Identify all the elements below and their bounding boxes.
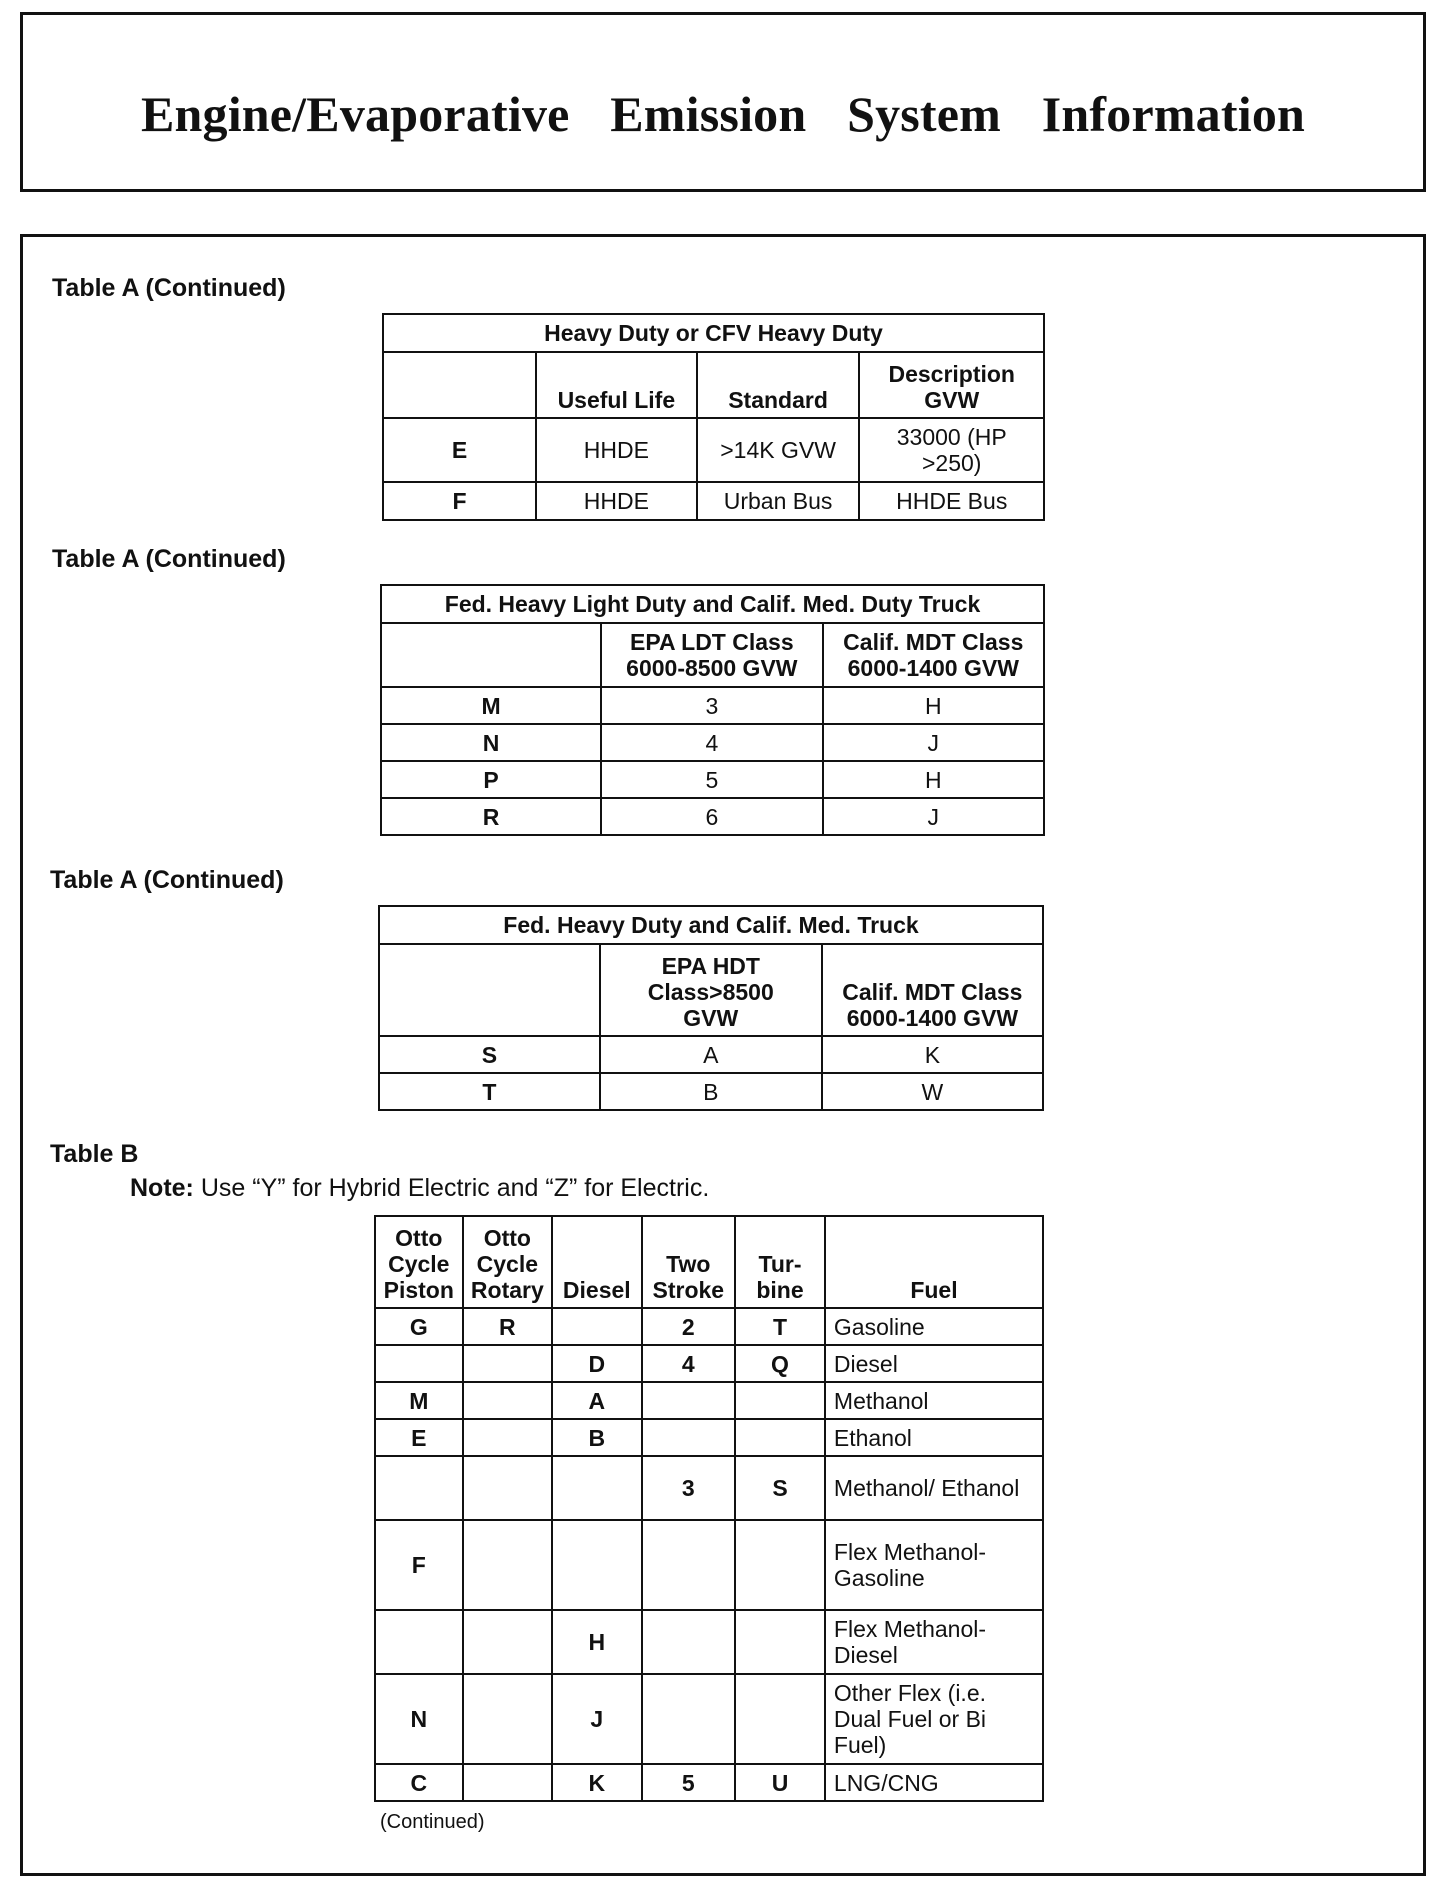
table-row [383,418,1044,482]
table-a1-cell: >14K GVW [697,418,860,482]
table-row [379,1073,1043,1110]
table-a3-col-1: EPA HDT Class>8500 GVW [600,944,822,1036]
table-a1-cell: HHDE Bus [859,482,1044,520]
fuel-cell: Flex Methanol- Gasoline [825,1520,1043,1610]
table-row [375,1520,1043,1610]
table-a3-cell: A [600,1036,822,1073]
code-cell: T [735,1308,825,1345]
table-b-note [130,1174,709,1203]
code-cell: S [735,1456,825,1520]
code-cell [735,1674,825,1764]
code-cell [463,1456,553,1520]
fuel-cell: Gasoline [825,1308,1043,1345]
code-cell: M [375,1382,463,1419]
fuel-cell: Ethanol [825,1419,1043,1456]
table-a2-cell: R [381,798,601,835]
table-b-col-1: Otto Cycle Rotary [463,1216,553,1308]
code-cell [375,1610,463,1674]
code-cell: J [552,1674,641,1764]
table-a2-col-0 [381,623,601,687]
table-row [381,687,1044,724]
table-a3-cell: T [379,1073,600,1110]
table-a2-cell: J [823,798,1044,835]
code-cell [735,1382,825,1419]
table-row [381,798,1044,835]
fuel-cell: Flex Methanol-Diesel [825,1610,1043,1674]
table-row [375,1674,1043,1764]
code-cell [463,1764,553,1801]
table-a3-heading: Table A (Continued) [50,866,284,894]
fuel-cell: Methanol [825,1382,1043,1419]
table-row [375,1456,1043,1520]
fuel-cell: Diesel [825,1345,1043,1382]
table-a2-cell: 5 [601,761,822,798]
fuel-cell: LNG/CNG [825,1764,1043,1801]
page-title: Engine/Evaporative Emission System Information [140,86,1306,142]
table-b-col-4: Tur- bine [735,1216,825,1308]
table-a2-col-2: Calif. MDT Class 6000-1400 GVW [823,623,1044,687]
table-a2-cell: 4 [601,724,822,761]
table-a3-cell: W [822,1073,1043,1110]
table-a1-cell: Urban Bus [697,482,860,520]
table-a1 [382,313,1045,521]
table-a2-cell: M [381,687,601,724]
table-a1-col-2: Standard [697,352,860,418]
code-cell: Q [735,1345,825,1382]
code-cell [463,1610,553,1674]
code-cell: A [552,1382,641,1419]
fuel-cell: Methanol/ Ethanol [825,1456,1043,1520]
table-a2-cell: 3 [601,687,822,724]
code-cell: K [552,1764,641,1801]
code-cell: G [375,1308,463,1345]
code-cell [642,1520,736,1610]
code-cell [463,1674,553,1764]
note-text: Use “Y” for Hybrid Electric and “Z” for Electric. [200,1174,710,1202]
code-cell [463,1419,553,1456]
table-a2-cell: P [381,761,601,798]
code-cell [552,1308,641,1345]
code-cell [463,1382,553,1419]
table-a1-caption: Heavy Duty or CFV Heavy Duty [383,314,1044,352]
table-a1-col-0 [383,352,536,418]
code-cell [642,1419,736,1456]
table-b-col-0: Otto Cycle Piston [375,1216,463,1308]
table-a3-cell: K [822,1036,1043,1073]
code-cell [735,1520,825,1610]
table-row [375,1345,1043,1382]
table-a3-cell: S [379,1036,600,1073]
code-cell: 5 [642,1764,736,1801]
title-box [20,12,1426,192]
code-cell [552,1520,641,1610]
code-cell [642,1382,736,1419]
table-row [375,1308,1043,1345]
table-row [375,1610,1043,1674]
code-cell: N [375,1674,463,1764]
table-b-body [375,1308,1043,1801]
table-a2-caption: Fed. Heavy Light Duty and Calif. Med. Duty Truck [381,585,1044,623]
table-a2-cell: H [823,761,1044,798]
code-cell [642,1610,736,1674]
code-cell: H [552,1610,641,1674]
table-a3-col-2: Calif. MDT Class 6000-1400 GVW [822,944,1043,1036]
note-label: Note: [130,1174,194,1202]
code-cell [463,1345,553,1382]
code-cell: C [375,1764,463,1801]
table-b-heading: Table B [50,1140,139,1168]
code-cell: R [463,1308,553,1345]
table-a2-col-1: EPA LDT Class 6000-8500 GVW [601,623,822,687]
code-cell: D [552,1345,641,1382]
table-b [374,1215,1044,1802]
table-b-col-3: Two Stroke [642,1216,736,1308]
code-cell: B [552,1419,641,1456]
table-a2-cell: J [823,724,1044,761]
code-cell [642,1674,736,1764]
code-cell [375,1456,463,1520]
table-row [381,761,1044,798]
table-a1-cell: HHDE [536,418,697,482]
table-row [379,1036,1043,1073]
table-a2-cell: N [381,724,601,761]
code-cell [375,1345,463,1382]
table-a2-cell: 6 [601,798,822,835]
code-cell: 3 [642,1456,736,1520]
code-cell: U [735,1764,825,1801]
table-row [375,1419,1043,1456]
code-cell [463,1520,553,1610]
fuel-cell: Other Flex (i.e. Dual Fuel or Bi Fuel) [825,1674,1043,1764]
code-cell: 2 [642,1308,736,1345]
table-b-col-2: Diesel [552,1216,641,1308]
table-row [375,1764,1043,1801]
table-a3 [378,905,1044,1111]
table-a1-col-1: Useful Life [536,352,697,418]
table-a1-col-3: Description GVW [859,352,1044,418]
table-a2-cell: H [823,687,1044,724]
table-a1-cell: F [383,482,536,520]
table-a1-heading: Table A (Continued) [52,274,286,302]
table-a2-heading: Table A (Continued) [52,545,286,573]
continued-label: (Continued) [380,1811,485,1833]
table-a3-caption: Fed. Heavy Duty and Calif. Med. Truck [379,906,1043,944]
code-cell [735,1419,825,1456]
table-a1-cell: HHDE [536,482,697,520]
table-a1-cell: E [383,418,536,482]
code-cell [552,1456,641,1520]
code-cell [735,1610,825,1674]
code-cell: E [375,1419,463,1456]
table-a2 [380,584,1045,836]
table-row [381,724,1044,761]
code-cell: 4 [642,1345,736,1382]
table-a3-cell: B [600,1073,822,1110]
table-a3-col-0 [379,944,600,1036]
table-a1-cell: 33000 (HP >250) [859,418,1044,482]
table-row [383,482,1044,520]
table-b-col-5: Fuel [825,1216,1043,1308]
code-cell: F [375,1520,463,1610]
table-row [375,1382,1043,1419]
